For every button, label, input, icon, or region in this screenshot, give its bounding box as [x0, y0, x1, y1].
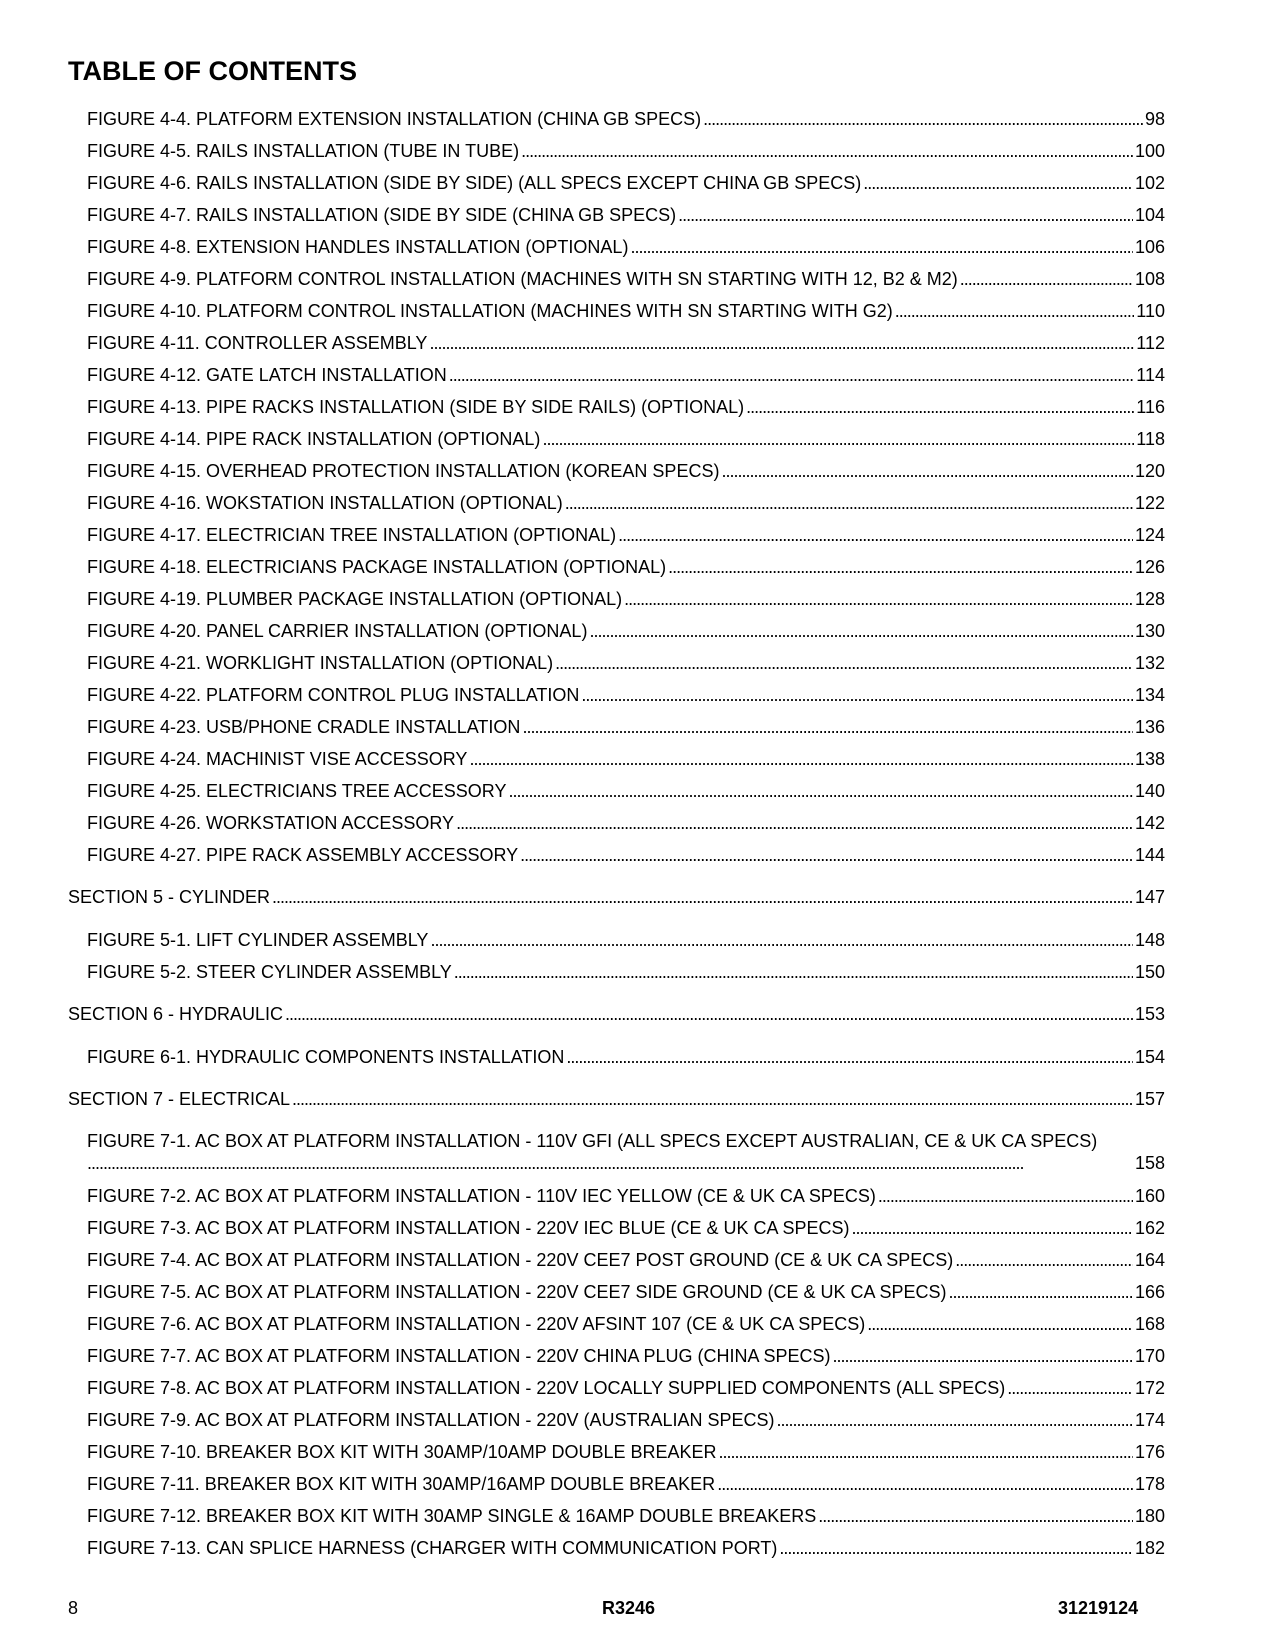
- leader-dots: [624, 588, 1133, 610]
- toc-entry[interactable]: [87, 620, 1165, 642]
- toc-entry-page: 118: [1136, 429, 1165, 449]
- toc-entry[interactable]: [87, 364, 1165, 386]
- toc-entry[interactable]: [87, 1217, 1165, 1239]
- toc-section-entry[interactable]: [68, 886, 1165, 908]
- toc-entry[interactable]: [87, 300, 1165, 322]
- toc-entry-page: 124: [1134, 525, 1165, 545]
- leader-dots: [430, 929, 1133, 951]
- toc-entry-label: FIGURE 7-13. CAN SPLICE HARNESS (CHARGER WITH COMMUNICATION PORT): [87, 1538, 778, 1558]
- toc-entry[interactable]: [87, 1345, 1165, 1367]
- toc-entry[interactable]: [87, 140, 1165, 162]
- leader-dots: [522, 716, 1133, 738]
- toc-entry-label: FIGURE 7-2. AC BOX AT PLATFORM INSTALLATION - 110V IEC YELLOW (CE & UK CA SPECS): [87, 1186, 876, 1206]
- toc-entry-label: FIGURE 4-18. ELECTRICIANS PACKAGE INSTALLATION (OPTIONAL): [87, 557, 667, 577]
- toc-entry[interactable]: [87, 204, 1165, 226]
- toc-entry-label: FIGURE 7-10. BREAKER BOX KIT WITH 30AMP/10AMP DOUBLE BREAKER: [87, 1442, 717, 1462]
- leader-dots: [878, 1185, 1133, 1207]
- toc-entry-label: FIGURE 7-5. AC BOX AT PLATFORM INSTALLATION - 220V CEE7 SIDE GROUND (CE & UK CA SPECS): [87, 1282, 947, 1302]
- toc-entry-label-wrapped[interactable]: FIGURE 7-1. AC BOX AT PLATFORM INSTALLATION - 110V GFI (ALL SPECS EXCEPT AUSTRALIAN, CE & UK CA SPECS): [87, 1131, 1098, 1151]
- toc-entry-label: FIGURE 4-5. RAILS INSTALLATION (TUBE IN TUBE): [87, 141, 520, 161]
- toc-entry-label: FIGURE 7-9. AC BOX AT PLATFORM INSTALLATION - 220V (AUSTRALIAN SPECS): [87, 1410, 775, 1430]
- leader-dots: [852, 1217, 1133, 1239]
- leader-dots: [895, 300, 1135, 322]
- toc-entry-page: 134: [1134, 685, 1165, 705]
- leader-dots: [1007, 1377, 1133, 1399]
- toc-entry-label: SECTION 6 - HYDRAULIC: [68, 1004, 284, 1024]
- toc-entry-label: FIGURE 4-14. PIPE RACK INSTALLATION (OPTIONAL): [87, 429, 541, 449]
- toc-entry-label: FIGURE 7-4. AC BOX AT PLATFORM INSTALLATION - 220V CEE7 POST GROUND (CE & UK CA SPECS): [87, 1250, 954, 1270]
- toc-entry-label: FIGURE 5-1. LIFT CYLINDER ASSEMBLY: [87, 930, 429, 950]
- leader-dots: [949, 1281, 1133, 1303]
- toc-entry[interactable]: [87, 332, 1165, 354]
- toc-entry[interactable]: [87, 236, 1165, 258]
- toc-entry-page: 144: [1134, 845, 1165, 865]
- toc-entry[interactable]: [87, 652, 1165, 674]
- leader-dots: [521, 140, 1133, 162]
- toc-entry-page: 160: [1134, 1186, 1165, 1206]
- toc-entry-label: FIGURE 4-24. MACHINIST VISE ACCESSORY: [87, 749, 468, 769]
- toc-entry-page: 162: [1134, 1218, 1165, 1238]
- toc-entry-page: 106: [1134, 237, 1165, 257]
- leader-dots: [668, 556, 1133, 578]
- toc-entry[interactable]: [87, 1441, 1165, 1463]
- toc-section-entry[interactable]: [68, 1003, 1165, 1025]
- toc-entry-page: 128: [1134, 589, 1165, 609]
- toc-entry-label: FIGURE 6-1. HYDRAULIC COMPONENTS INSTALLATION: [87, 1047, 565, 1067]
- leader-dots: [285, 1003, 1133, 1025]
- leader-dots: [520, 844, 1133, 866]
- toc-entry-page: 174: [1134, 1410, 1165, 1430]
- leader-dots: [429, 332, 1134, 354]
- toc-entry[interactable]: [87, 716, 1165, 738]
- toc-entry-page: 172: [1134, 1378, 1165, 1398]
- leader-dots: [508, 780, 1133, 802]
- leader-dots: [717, 1473, 1133, 1495]
- leader-dots: [456, 812, 1133, 834]
- leader-dots: [454, 961, 1133, 983]
- toc-entry[interactable]: [87, 1505, 1165, 1527]
- toc-entry-label: FIGURE 7-11. BREAKER BOX KIT WITH 30AMP/16AMP DOUBLE BREAKER: [87, 1474, 716, 1494]
- leader-dots: [292, 1088, 1133, 1110]
- leader-dots: [565, 492, 1133, 514]
- leader-dots: [272, 886, 1133, 908]
- toc-entry-page: 102: [1134, 173, 1165, 193]
- toc-entry-label: FIGURE 7-3. AC BOX AT PLATFORM INSTALLATION - 220V IEC BLUE (CE & UK CA SPECS): [87, 1218, 850, 1238]
- leader-dots: [777, 1409, 1133, 1431]
- toc-entry-continuation[interactable]: [87, 1152, 1165, 1174]
- toc-entry-label: FIGURE 4-27. PIPE RACK ASSEMBLY ACCESSORY: [87, 845, 519, 865]
- toc-entry-page: 112: [1136, 333, 1165, 353]
- leader-dots: [863, 172, 1133, 194]
- toc-entry-label: FIGURE 7-12. BREAKER BOX KIT WITH 30AMP SINGLE & 16AMP DOUBLE BREAKERS: [87, 1506, 817, 1526]
- toc-entry-page: 178: [1134, 1474, 1165, 1494]
- toc-entry-page: 148: [1134, 930, 1165, 950]
- toc-entry[interactable]: [87, 1249, 1165, 1271]
- toc-entry-label: FIGURE 5-2. STEER CYLINDER ASSEMBLY: [87, 962, 452, 982]
- leader-dots: [87, 1152, 1133, 1174]
- leader-dots: [960, 268, 1133, 290]
- footer-model: R3246: [602, 1598, 656, 1618]
- toc-entry[interactable]: [87, 268, 1165, 290]
- toc-entry-label: FIGURE 4-21. WORKLIGHT INSTALLATION (OPTIONAL): [87, 653, 554, 673]
- toc-entry[interactable]: [87, 1473, 1165, 1495]
- toc-entry[interactable]: [87, 748, 1165, 770]
- toc-entry[interactable]: [87, 844, 1165, 866]
- footer-page-number: 8: [68, 1598, 79, 1618]
- toc-entry-label: FIGURE 4-16. WOKSTATION INSTALLATION (OPTIONAL): [87, 493, 563, 513]
- toc-entry-label: FIGURE 4-20. PANEL CARRIER INSTALLATION (OPTIONAL): [87, 621, 588, 641]
- toc-entry[interactable]: [87, 1046, 1165, 1068]
- toc-entry-label: FIGURE 4-25. ELECTRICIANS TREE ACCESSORY: [87, 781, 507, 801]
- toc-entry[interactable]: [87, 460, 1165, 482]
- toc-entry-label: FIGURE 4-10. PLATFORM CONTROL INSTALLATION (MACHINES WITH SN STARTING WITH G2): [87, 301, 893, 321]
- toc-entry-page: 170: [1134, 1346, 1165, 1366]
- toc-entry-page: 147: [1134, 887, 1165, 907]
- toc-entry-label: FIGURE 4-13. PIPE RACKS INSTALLATION (SIDE BY SIDE RAILS) (OPTIONAL): [87, 397, 745, 417]
- toc-entry-page: 140: [1134, 781, 1165, 801]
- toc-entry-page: 158: [1134, 1153, 1165, 1173]
- leader-dots: [721, 460, 1133, 482]
- toc-entry-page: 157: [1134, 1089, 1165, 1109]
- leader-dots: [566, 1046, 1133, 1068]
- toc-entry-page: 98: [1144, 109, 1165, 129]
- toc-entry[interactable]: [87, 588, 1165, 610]
- toc-entry-page: 130: [1134, 621, 1165, 641]
- toc-entry-page: 122: [1134, 493, 1165, 513]
- toc-entry-page: 150: [1134, 962, 1165, 982]
- leader-dots: [678, 204, 1133, 226]
- toc-entry-page: 168: [1134, 1314, 1165, 1334]
- toc-entry-page: 182: [1134, 1538, 1165, 1558]
- toc-entry-label: SECTION 7 - ELECTRICAL: [68, 1089, 291, 1109]
- leader-dots: [589, 620, 1133, 642]
- leader-dots: [779, 1537, 1133, 1559]
- toc-entry-label: FIGURE 4-22. PLATFORM CONTROL PLUG INSTALLATION: [87, 685, 580, 705]
- toc-entry-label: FIGURE 4-7. RAILS INSTALLATION (SIDE BY SIDE (CHINA GB SPECS): [87, 205, 677, 225]
- leader-dots: [449, 364, 1135, 386]
- toc-entry-page: 108: [1134, 269, 1165, 289]
- toc-entry-label: FIGURE 4-15. OVERHEAD PROTECTION INSTALLATION (KOREAN SPECS): [87, 461, 720, 481]
- toc-entry[interactable]: [87, 961, 1165, 983]
- toc-entry-page: 104: [1134, 205, 1165, 225]
- toc-entry-label: FIGURE 7-6. AC BOX AT PLATFORM INSTALLATION - 220V AFSINT 107 (CE & UK CA SPECS): [87, 1314, 866, 1334]
- toc-entry[interactable]: [87, 812, 1165, 834]
- toc-entry-page: 176: [1134, 1442, 1165, 1462]
- toc-entry[interactable]: [87, 108, 1165, 130]
- toc-entry[interactable]: [87, 1377, 1165, 1399]
- footer-doc-number: 31219124: [1058, 1598, 1139, 1618]
- toc-entry-label: FIGURE 4-12. GATE LATCH INSTALLATION: [87, 365, 447, 385]
- toc-entry-label: FIGURE 7-8. AC BOX AT PLATFORM INSTALLATION - 220V LOCALLY SUPPLIED COMPONENTS (ALL SPECS): [87, 1378, 1006, 1398]
- leader-dots: [833, 1345, 1133, 1367]
- toc-entry-label: FIGURE 4-8. EXTENSION HANDLES INSTALLATION (OPTIONAL): [87, 237, 629, 257]
- toc-entry-label: FIGURE 4-11. CONTROLLER ASSEMBLY: [87, 333, 428, 353]
- toc-entry-page: 154: [1134, 1047, 1165, 1067]
- toc-entry-label: FIGURE 4-6. RAILS INSTALLATION (SIDE BY SIDE) (ALL SPECS EXCEPT CHINA GB SPECS): [87, 173, 862, 193]
- toc-entry-page: 114: [1136, 365, 1165, 385]
- toc-entry-label: FIGURE 4-17. ELECTRICIAN TREE INSTALLATION (OPTIONAL): [87, 525, 617, 545]
- toc-entry-label: FIGURE 4-19. PLUMBER PACKAGE INSTALLATION (OPTIONAL): [87, 589, 623, 609]
- leader-dots: [703, 108, 1143, 130]
- leader-dots: [581, 684, 1133, 706]
- toc-entry-page: 126: [1134, 557, 1165, 577]
- toc-entry[interactable]: [87, 396, 1165, 418]
- toc-entry[interactable]: [87, 172, 1165, 194]
- toc-entry-page: 110: [1136, 301, 1165, 321]
- toc-entry[interactable]: [87, 524, 1165, 546]
- toc-entry-label: FIGURE 7-7. AC BOX AT PLATFORM INSTALLATION - 220V CHINA PLUG (CHINA SPECS): [87, 1346, 831, 1366]
- toc-entry-page: 166: [1134, 1282, 1165, 1302]
- toc-entry[interactable]: [87, 684, 1165, 706]
- leader-dots: [618, 524, 1133, 546]
- toc-entry-label: SECTION 5 - CYLINDER: [68, 887, 271, 907]
- leader-dots: [630, 236, 1133, 258]
- toc-entry-page: 142: [1134, 813, 1165, 833]
- toc-entry[interactable]: [87, 428, 1165, 450]
- toc-entry[interactable]: [87, 1185, 1165, 1207]
- toc-entry[interactable]: [87, 929, 1165, 951]
- toc-entry-page: 132: [1134, 653, 1165, 673]
- toc-entry-page: 164: [1134, 1250, 1165, 1270]
- toc-entry-page: 180: [1134, 1506, 1165, 1526]
- leader-dots: [542, 428, 1134, 450]
- toc-entry-label: FIGURE 4-23. USB/PHONE CRADLE INSTALLATION: [87, 717, 521, 737]
- toc-entry-page: 138: [1134, 749, 1165, 769]
- toc-entry[interactable]: [87, 1281, 1165, 1303]
- leader-dots: [719, 1441, 1133, 1463]
- toc-entry-label: FIGURE 4-26. WORKSTATION ACCESSORY: [87, 813, 455, 833]
- toc-entry[interactable]: [87, 1313, 1165, 1335]
- toc-entry-label: FIGURE 4-9. PLATFORM CONTROL INSTALLATION (MACHINES WITH SN STARTING WITH 12, B2 & M2): [87, 269, 958, 289]
- toc-entry[interactable]: [87, 492, 1165, 514]
- toc-entry-page: 100: [1134, 141, 1165, 161]
- toc-entry-page: 153: [1134, 1004, 1165, 1024]
- leader-dots: [955, 1249, 1133, 1271]
- toc-entry-page: 136: [1134, 717, 1165, 737]
- toc-entry-page: 120: [1134, 461, 1165, 481]
- leader-dots: [818, 1505, 1133, 1527]
- toc-entry[interactable]: [87, 1409, 1165, 1431]
- toc-entry-page: 116: [1136, 397, 1165, 417]
- toc-entry[interactable]: [87, 556, 1165, 578]
- page-title: TABLE OF CONTENTS: [68, 56, 357, 86]
- leader-dots: [555, 652, 1133, 674]
- leader-dots: [746, 396, 1134, 418]
- toc-entry-label: FIGURE 4-4. PLATFORM EXTENSION INSTALLATION (CHINA GB SPECS): [87, 109, 702, 129]
- toc-section-entry[interactable]: [68, 1088, 1165, 1110]
- leader-dots: [469, 748, 1133, 770]
- toc-entry[interactable]: [87, 1537, 1165, 1559]
- leader-dots: [867, 1313, 1133, 1335]
- toc-entry[interactable]: [87, 780, 1165, 802]
